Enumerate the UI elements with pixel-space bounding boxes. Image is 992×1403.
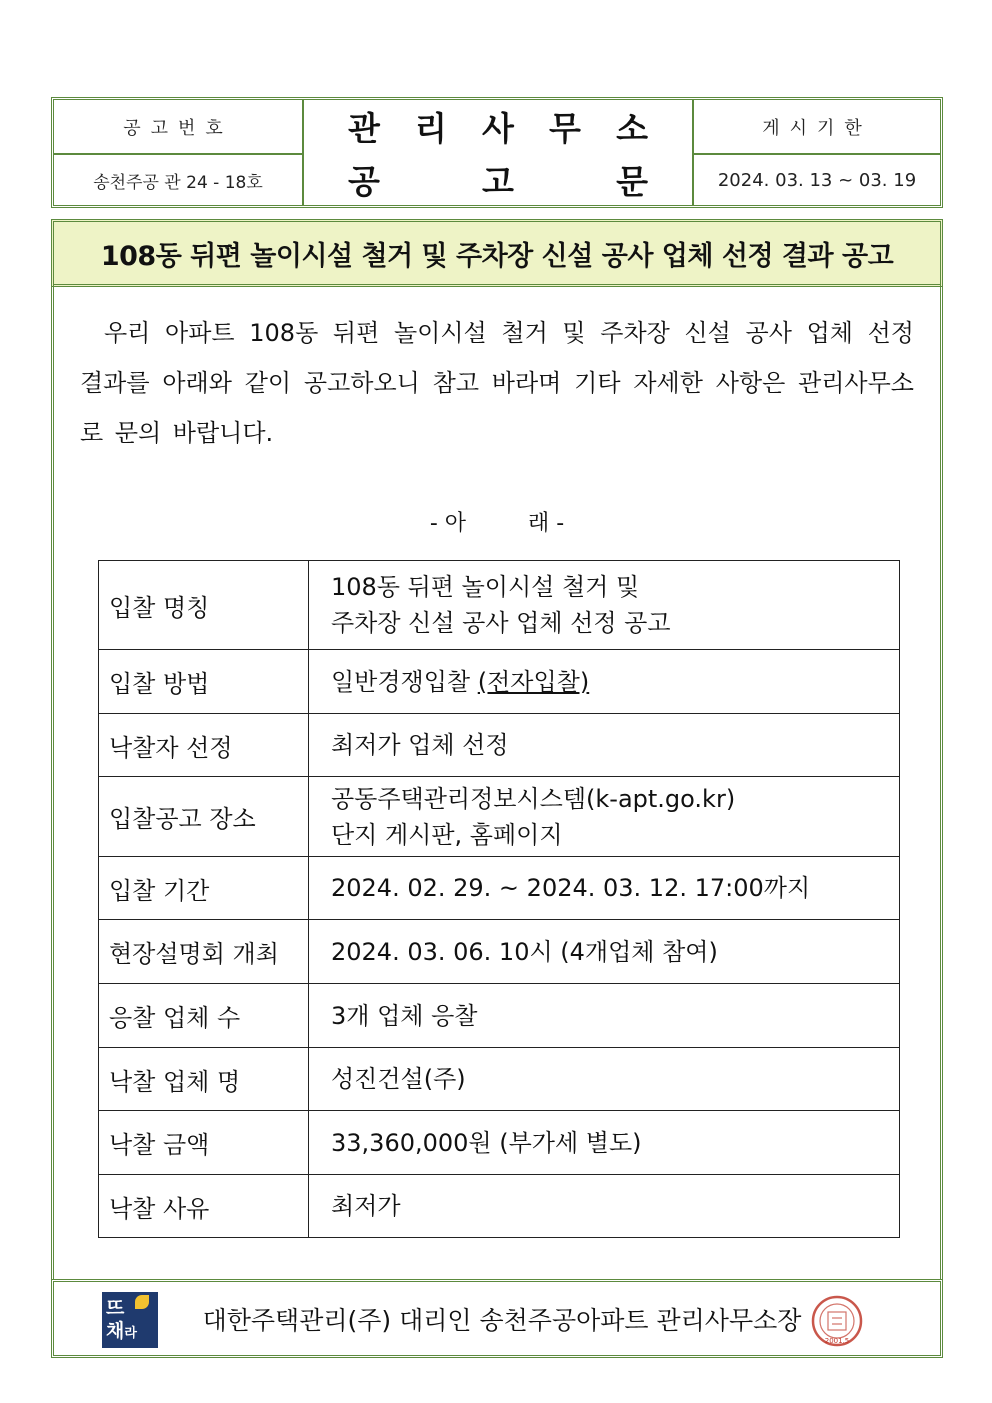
table-row (99, 1048, 900, 1111)
table-row (99, 714, 900, 777)
row-value: 최저가 업체 선정 (309, 714, 900, 777)
section-heading-right: 래 - (528, 511, 565, 536)
intro-text: 우리 아파트 108동 뒤편 놀이시설 철거 및 주차장 신설 공사 업체 선정 결과를 아래와 같이 공고하오니 참고 바라며 기타 자세한 사항은 관리사무소로 문의 바랍니다. (80, 319, 914, 447)
office-title (348, 103, 648, 150)
row-value-line: 주차장 신설 공사 업체 선정 공고 (331, 609, 671, 637)
table-row (99, 650, 900, 714)
office-title-char: 관 (348, 109, 380, 148)
row-key: 입찰 방법 (99, 650, 309, 714)
row-key: 낙찰 업체 명 (99, 1048, 309, 1111)
bid-result-table (98, 560, 900, 1238)
office-title-char: 사 (482, 109, 514, 148)
row-value-line: 단지 게시판, 홈페이지 (331, 820, 563, 849)
signature-footer (51, 1279, 943, 1358)
posting-period-label: 게시기한 (762, 117, 872, 139)
table-row (99, 920, 900, 984)
row-value: 3개 업체 응찰 (309, 984, 900, 1048)
row-key: 낙찰자 선정 (99, 714, 309, 777)
notice-title-char: 고 (482, 161, 514, 201)
row-value (309, 561, 900, 650)
official-seal-icon (810, 1294, 864, 1348)
row-value-underlined: (전자입찰) (477, 667, 590, 696)
office-title-char: 소 (616, 109, 648, 148)
row-key: 입찰 명칭 (99, 561, 309, 650)
office-title-char: 리 (415, 109, 447, 148)
notice-number-label: 공고번호 (123, 117, 233, 139)
row-key: 현장설명회 개최 (99, 920, 309, 984)
section-heading-left: - 아 (429, 511, 466, 536)
row-key: 낙찰 사유 (99, 1175, 309, 1238)
table-row (99, 561, 900, 650)
row-value-line: 공동주택관리정보시스템(k-apt.go.kr) (331, 784, 736, 813)
logo-line (106, 1320, 137, 1345)
table-row (99, 984, 900, 1048)
logo-char: 뜨 (106, 1297, 125, 1319)
seal-text: 2001.5 (824, 1337, 850, 1345)
row-value: 2024. 02. 29. ~ 2024. 03. 12. 17:00까지 (309, 857, 900, 920)
signature-text: 대한주택관리(주) 대리인 송천주공아파트 관리사무소장 (202, 1305, 802, 1335)
notice-title: 108동 뒤편 놀이시설 철거 및 주차장 신설 공사 업체 선정 결과 공고 (100, 240, 894, 272)
row-key: 입찰공고 장소 (99, 777, 309, 857)
notice-title-char: 문 (616, 161, 648, 201)
notice-doc-title (348, 156, 648, 203)
row-value-line: 108동 뒤편 놀이시설 철거 및 (331, 573, 640, 601)
row-value (309, 650, 900, 714)
logo-leaf-icon (135, 1295, 149, 1309)
row-value-text: 일반경쟁입찰 (331, 667, 478, 696)
row-key: 낙찰 금액 (99, 1111, 309, 1175)
notice-title-char: 공 (348, 161, 380, 201)
row-value (309, 777, 900, 857)
row-key: 입찰 기간 (99, 857, 309, 920)
row-value: 33,360,000원 (부가세 별도) (309, 1111, 900, 1175)
row-value: 성진건설(주) (309, 1048, 900, 1111)
row-key: 응찰 업체 수 (99, 984, 309, 1048)
section-heading (54, 506, 940, 537)
row-value: 최저가 (309, 1175, 900, 1238)
posting-period-value: 2024. 03. 13 ~ 03. 19 (717, 169, 917, 191)
logo-char: 채 (106, 1320, 125, 1342)
table-row (99, 1175, 900, 1238)
notice-title-bar (51, 219, 943, 287)
notice-number-value: 송천주공 관 24 - 18호 (93, 172, 263, 193)
table-row (99, 777, 900, 857)
notice-body (51, 284, 943, 1280)
intro-paragraph (80, 308, 914, 458)
company-logo (102, 1292, 158, 1348)
office-title-char: 무 (549, 109, 581, 148)
table-row (99, 857, 900, 920)
table-row (99, 1111, 900, 1175)
row-value: 2024. 03. 06. 10시 (4개업체 참여) (309, 920, 900, 984)
notice-header (51, 97, 943, 208)
logo-char: 라 (124, 1326, 137, 1341)
